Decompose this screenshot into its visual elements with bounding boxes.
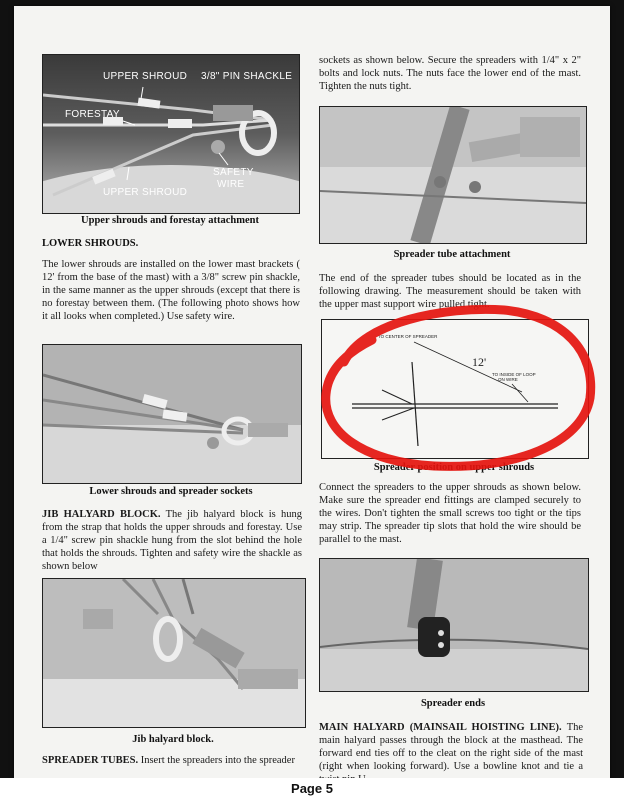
- manual-page: [14, 6, 610, 778]
- red-annotation-circle: [314, 302, 600, 474]
- text-jib-halyard-body: The jib halyard block is hung from the strap that holds the upper shrouds and forestay. Use a 1/4" screw pin shackle hung from the slot behind the hole that holds the shrouds. Tighten and safety wire the shackle as shown below: [42, 509, 303, 572]
- heading-jib-halyard: JIB HALYARD BLOCK.: [42, 509, 161, 520]
- text-spreader-tubes-cont: sockets as shown below. Secure the spreaders with 1/4" x 2" bolts and lock nuts. The nuts face the lower end of the mast. Tighten the nuts tight.: [319, 55, 581, 92]
- label-12-feet: 12': [472, 355, 487, 369]
- text-lower-shrouds: The lower shrouds are installed on the lower mast brackets ( 12' from the base of the mast) with a 3/8" screw pin shackle, in the same manner as the upper shrouds (except that there is no forestay between them. (The following photo shows how it all looks when completed.) Use safety wire.: [42, 259, 300, 322]
- lower-shrouds-photo: [42, 344, 302, 484]
- label-forestay: FORESTAY: [65, 109, 120, 120]
- label-to-inside-loop-line1: TO INSIDE OF LOOP: [492, 372, 536, 377]
- label-to-center: TO CENTER OF SPREADER: [378, 334, 438, 339]
- label-pin-shackle: 3/8" PIN SHACKLE: [201, 71, 293, 82]
- label-upper-shroud-bottom: UPPER SHROUD: [103, 187, 188, 198]
- label-upper-shroud-top: UPPER SHROUD: [103, 71, 188, 82]
- heading-main-halyard: MAIN HALYARD (MAINSAIL HOISTING LINE).: [319, 722, 562, 733]
- page-number: Page 5: [291, 781, 333, 796]
- spreader-tube-photo: [319, 106, 587, 244]
- text-spreader-tube-ends: The end of the spreader tubes should be located as in the following drawing. The measurement should be taken with the upper mast support wire pulled tight.: [319, 273, 581, 310]
- label-to-inside-loop-line2: ON WIRE: [498, 377, 518, 382]
- text-spreader-tubes: [42, 754, 306, 767]
- jib-halyard-photo: [42, 578, 306, 728]
- text-connect-spreaders: Connect the spreaders to the upper shrouds as shown below. Make sure the spreader end fittings are clamped securely to the wires. Don't tighten the small screws too tight or the tips may strip. The spreader tip slots that hold the wire should be parallel to the mast.: [319, 482, 581, 545]
- label-safety-wire-line1: SAFETY: [213, 167, 254, 178]
- text-jib-halyard: [42, 508, 302, 573]
- heading-lower-shrouds: LOWER SHROUDS.: [42, 238, 139, 249]
- caption-spreader-tube: Spreader tube attachment: [393, 249, 511, 260]
- spreader-ends-photo: [319, 558, 589, 692]
- label-safety-wire-line2: WIRE: [217, 179, 245, 190]
- upper-shrouds-photo: [42, 54, 300, 214]
- caption-upper-shrouds: Upper shrouds and forestay attachment: [81, 215, 259, 226]
- text-spreader-tubes-body: Insert the spreaders into the spreader: [140, 755, 295, 766]
- page-footer: [0, 778, 624, 800]
- caption-spreader-position: Spreader position on upper shrouds: [373, 462, 535, 473]
- heading-spreader-tubes: SPREADER TUBES.: [42, 755, 139, 766]
- text-main-halyard-body: The main halyard passes through the block at the masthead. The forward end ties off to the cleat on the right side of the mast (right when looking forward). Use a bowline knot and tie a: [319, 722, 584, 772]
- caption-spreader-ends: Spreader ends: [420, 698, 486, 709]
- text-main-halyard: [319, 721, 583, 786]
- caption-lower-shrouds: Lower shrouds and spreader sockets: [89, 486, 253, 497]
- caption-jib-halyard: Jib halyard block.: [132, 734, 214, 745]
